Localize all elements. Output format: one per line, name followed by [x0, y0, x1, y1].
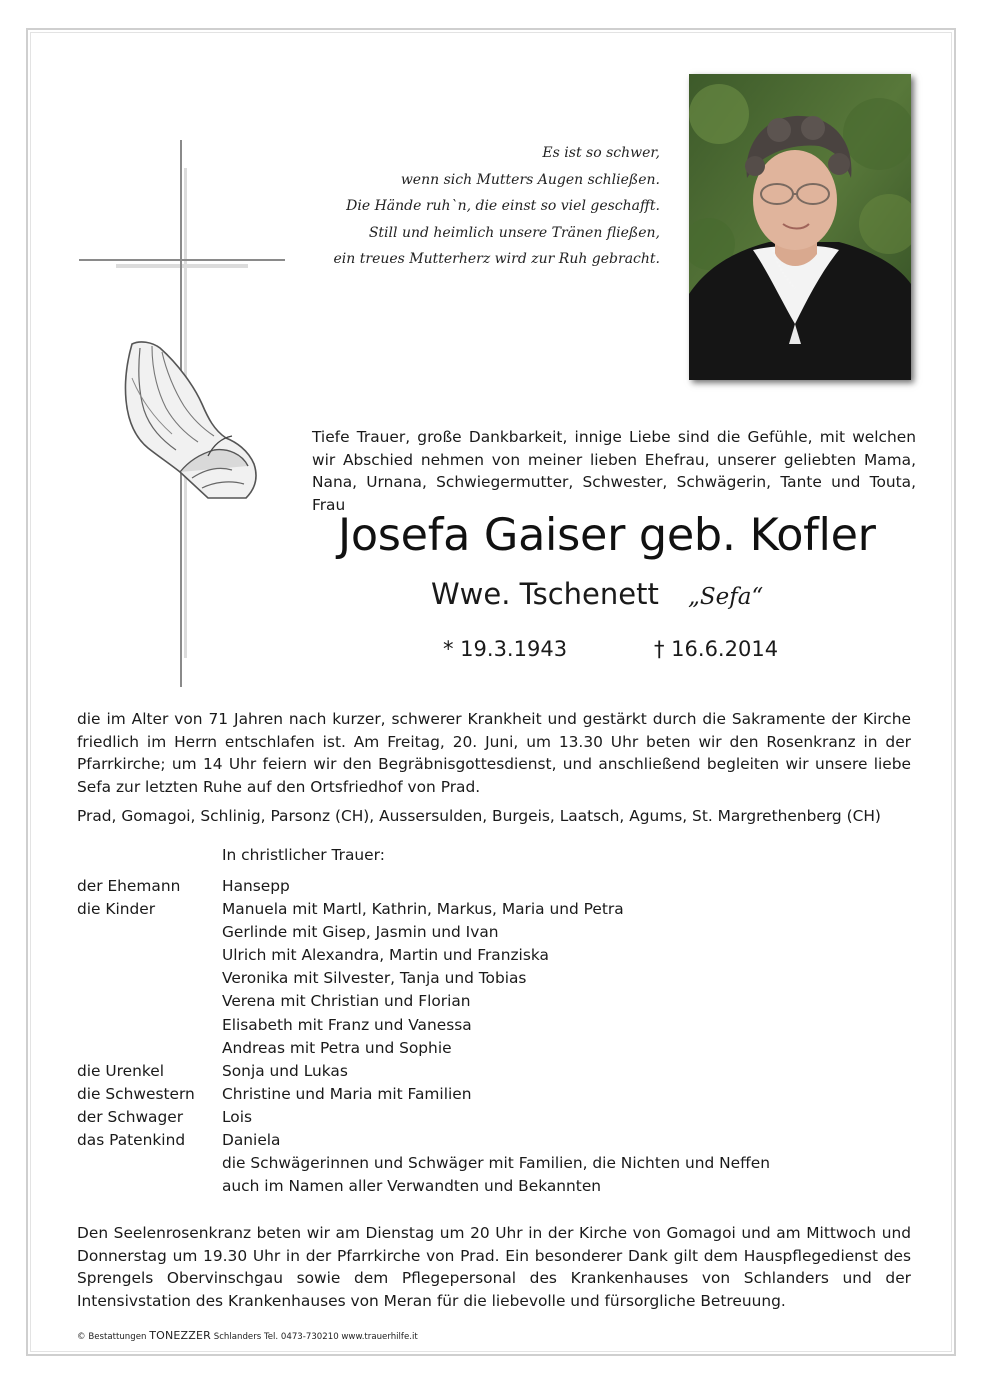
footer-prefix: © Bestattungen	[77, 1332, 147, 1342]
birth-date: * 19.3.1943	[443, 637, 568, 661]
relative-row	[77, 1106, 907, 1129]
poem-line: Es ist so schwer,	[542, 145, 660, 161]
death-date: † 16.6.2014	[654, 637, 779, 661]
relative-names: Sonja und Lukas	[222, 1061, 348, 1080]
notice-text: die im Alter von 71 Jahren nach kurzer, schwerer Krankheit und gestärkt durch die Sakramente der Kirche friedlich im Herrn entschlafen ist. Am Freitag, 20. Juni, um 13.30 Uhr beten wir den Rosenkranz in der Pfarrkirche; um 14 Uhr feiern wir den Begräbnisgottesdienst, und anschließend begleiten wir unsere liebe Sefa zur letzten Ruhe auf den Ortsfriedhof von Prad.	[77, 710, 911, 796]
relative-row	[77, 898, 907, 1060]
footer	[77, 1330, 418, 1343]
relative-role: der Ehemann	[77, 877, 181, 895]
relative-role: die Schwestern	[77, 1084, 195, 1103]
portrait-photo	[689, 74, 911, 380]
relative-names: Daniela	[222, 1131, 281, 1150]
relative-role: die Kinder	[77, 900, 156, 919]
relative-names: Hansepp	[222, 877, 290, 895]
poem	[300, 140, 660, 273]
relative-names: Veronika mit Silvester, Tanja und Tobias	[222, 969, 527, 988]
mourning-heading: In christlicher Trauer:	[222, 846, 385, 864]
relatives-list	[77, 875, 907, 1198]
footer-brand: TONEZZER	[149, 1329, 212, 1342]
relative-names: Lois	[222, 1107, 253, 1126]
relative-row	[77, 1060, 907, 1083]
footer-contact: Schlanders Tel. 0473-730210 www.trauerhilfe.it	[213, 1332, 418, 1342]
relative-names: Elisabeth mit Franz und Vanessa	[222, 1015, 472, 1034]
widow-name: Wwe. Tschenett	[431, 577, 659, 611]
places-list: Prad, Gomagoi, Schlinig, Parsonz (CH), Aussersulden, Burgeis, Laatsch, Agums, St. Margrethenberg (CH)	[77, 807, 881, 825]
relative-names: Christine und Maria mit Familien	[222, 1084, 472, 1103]
relative-row	[77, 1083, 907, 1106]
relative-names: Manuela mit Martl, Kathrin, Markus, Maria und Petra	[222, 900, 624, 919]
poem-line: Still und heimlich unsere Tränen fließen,	[368, 224, 660, 241]
deceased-name: Josefa Gaiser geb. Kofler	[338, 510, 876, 561]
praying-hands-icon	[118, 338, 260, 500]
poem-line: Die Hände ruh`n, die einst so viel geschafft.	[346, 198, 660, 214]
relative-role: der Schwager	[77, 1107, 184, 1126]
poem-line: wenn sich Mutters Augen schließen.	[400, 171, 660, 188]
relative-names: die Schwägerinnen und Schwäger mit Familien, die Nichten und Neffen	[222, 1154, 770, 1173]
relative-row	[77, 1129, 907, 1198]
relative-row	[77, 875, 907, 898]
nickname: „Sefa“	[688, 584, 764, 610]
relative-names: auch im Namen aller Verwandten und Bekannten	[222, 1177, 602, 1196]
relative-role: das Patenkind	[77, 1131, 186, 1150]
relative-names: Andreas mit Petra und Sophie	[222, 1038, 452, 1057]
relative-role: die Urenkel	[77, 1061, 164, 1080]
relative-names: Verena mit Christian und Florian	[222, 992, 471, 1011]
poem-line: ein treues Mutterherz wird zur Ruh gebracht.	[333, 251, 660, 267]
closing-text: Den Seelenrosenkranz beten wir am Dienstag um 20 Uhr in der Kirche von Gomagoi und am Mittwoch und Donnerstag um 19.30 Uhr in der Pfarrkirche von Prad. Ein besonderer Dank gilt dem Hauspflegedienst des Sprengels Obervinschgau sowie dem Pflegepersonal des Krankenhauses von Schlanders und der Intensivstation des Krankenhauses von Meran für die liebevolle und fürsorgliche Betreuung.	[77, 1224, 911, 1310]
relative-names: Gerlinde mit Gisep, Jasmin und Ivan	[222, 923, 499, 942]
intro-text: Tiefe Trauer, große Dankbarkeit, innige Liebe sind die Gefühle, mit welchen wir Abschied nehmen von meiner lieben Ehefrau, unserer geliebten Mama, Nana, Urnana, Schwiegermutter, Schwester, Schwägerin, Tante und Touta, Frau	[312, 428, 916, 514]
relative-names: Ulrich mit Alexandra, Martin und Franziska	[222, 946, 549, 965]
